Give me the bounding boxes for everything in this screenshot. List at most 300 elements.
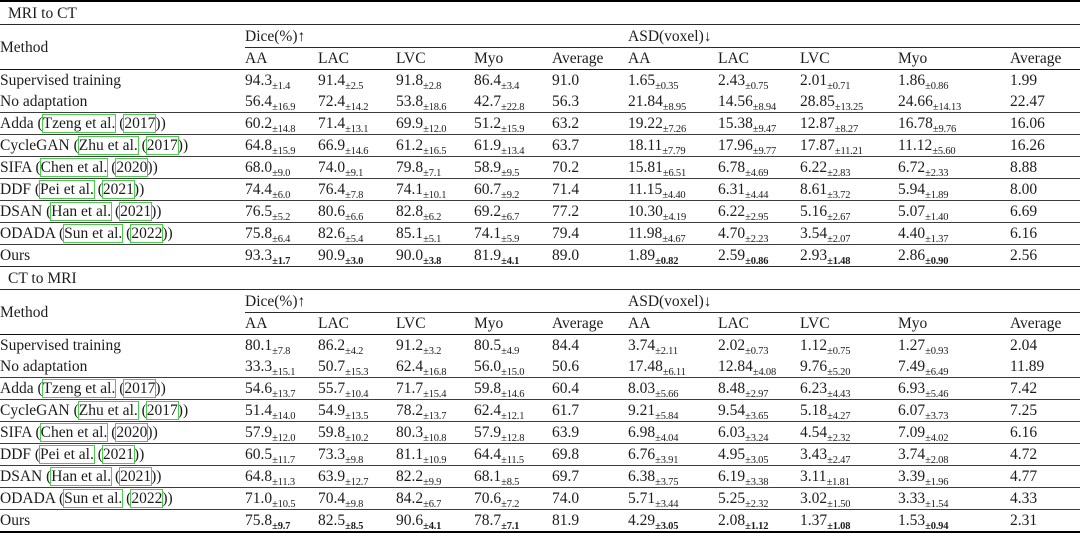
metric-value: 8.48 — [718, 380, 746, 397]
metric-cell — [898, 201, 1010, 223]
metric-cell — [800, 335, 898, 357]
citation-link[interactable]: 2017 — [146, 402, 178, 419]
metric-std: ±2.11 — [655, 346, 678, 356]
metric-value: 74.1 — [396, 181, 424, 198]
metric-cell — [718, 179, 800, 201]
metric-cell — [1010, 179, 1080, 201]
metric-cell — [396, 488, 474, 510]
metric-cell — [318, 135, 396, 157]
metric-std: ±1.7 — [272, 256, 291, 267]
metric-cell — [396, 179, 474, 201]
metric-std: ±0.86 — [745, 256, 769, 267]
metric-value: 6.93 — [898, 380, 926, 397]
metric-cell — [898, 422, 1010, 444]
metric-cell — [800, 223, 898, 245]
metric-std: ±9.5 — [501, 168, 520, 179]
metric-cell — [1010, 335, 1080, 357]
subcolumn-header: AA — [245, 48, 318, 70]
metric-std: ±3.05 — [745, 455, 769, 466]
section-title-row — [0, 267, 1080, 290]
metric-value: 76.4 — [318, 181, 346, 198]
metric-std: ±4.69 — [745, 168, 769, 179]
subcolumn-header: AA — [628, 48, 718, 70]
method-cell: No adaptation — [0, 93, 88, 110]
metric-value: 7.42 — [1010, 380, 1038, 397]
metric-cell — [318, 201, 396, 223]
metric-value: 60.2 — [245, 115, 273, 132]
metric-std: ±3.91 — [655, 455, 679, 466]
metric-value: 86.2 — [318, 337, 346, 354]
method-cell: No adaptation — [0, 358, 88, 375]
method-cell: Adda (Tzeng et al. (2017)) — [0, 113, 245, 135]
metric-std: ±4.67 — [662, 234, 686, 245]
metric-cell — [245, 488, 318, 510]
metric-std: ±5.2 — [272, 212, 291, 223]
metric-value: 2.08 — [718, 512, 746, 529]
metric-std: ±1.08 — [827, 521, 851, 532]
metric-cell — [898, 488, 1010, 510]
metric-std: ±12.0 — [272, 433, 296, 444]
metric-cell — [628, 400, 718, 422]
metric-std: ±13.7 — [272, 389, 296, 400]
metric-cell — [1010, 510, 1080, 533]
metric-cell — [396, 201, 474, 223]
metric-value: 2.56 — [1010, 247, 1038, 264]
citation-link[interactable]: 2017 — [124, 380, 156, 397]
metric-cell — [800, 356, 898, 378]
metric-std: ±7.26 — [662, 124, 687, 135]
metric-value: 57.9 — [474, 424, 502, 441]
metric-value: 60.7 — [474, 181, 502, 198]
metric-cell — [245, 135, 318, 157]
metric-std: ±14.0 — [272, 411, 296, 422]
metric-std: ±10.5 — [272, 499, 296, 510]
metric-cell — [318, 378, 396, 400]
subcolumn-header: Myo — [898, 313, 1010, 335]
metric-value: 94.3 — [245, 72, 273, 89]
metric-cell — [474, 335, 552, 357]
metric-cell — [628, 70, 718, 92]
metric-value: 76.5 — [245, 203, 273, 220]
metric-cell — [245, 378, 318, 400]
subcolumn-header: LAC — [318, 48, 396, 70]
metric-std: ±4.40 — [662, 190, 686, 201]
metric-value: 17.96 — [718, 137, 753, 154]
metric-cell — [396, 113, 474, 135]
metric-value: 74.1 — [474, 225, 502, 242]
metric-std: ±9.1 — [345, 168, 364, 179]
metric-cell — [318, 245, 396, 267]
metric-value: 1.86 — [898, 72, 926, 89]
subcolumn-header: Average — [552, 48, 628, 70]
metric-cell — [396, 422, 474, 444]
method-cell: Supervised training — [0, 72, 121, 89]
metric-value: 16.26 — [1010, 137, 1045, 154]
metric-value: 16.78 — [898, 115, 933, 132]
metric-cell — [718, 201, 800, 223]
citation-link[interactable]: 2020 — [116, 424, 148, 441]
metric-cell — [628, 422, 718, 444]
citation-link[interactable]: 2021 — [120, 203, 152, 220]
metric-value: 12.84 — [718, 358, 753, 375]
metric-std: ±4.19 — [662, 212, 687, 223]
subcolumn-header: LVC — [396, 48, 474, 70]
metric-value: 56.0 — [474, 358, 502, 375]
citation-link[interactable]: Sun et al. — [64, 490, 123, 507]
metric-value: 6.72 — [898, 159, 926, 176]
table-row — [0, 70, 1080, 92]
citation-link[interactable]: 2021 — [102, 181, 134, 198]
table-row — [0, 135, 1080, 157]
metric-cell — [1010, 113, 1080, 135]
metric-cell — [245, 510, 318, 533]
citation-link[interactable]: Tzeng et al. — [42, 115, 116, 132]
citation-link[interactable]: 2022 — [131, 490, 163, 507]
metric-cell — [800, 422, 898, 444]
metric-std: ±10.8 — [423, 433, 447, 444]
metric-value: 91.2 — [396, 337, 424, 354]
metric-value: 6.22 — [718, 203, 746, 220]
metric-std: ±0.75 — [827, 346, 851, 356]
metric-cell — [718, 245, 800, 267]
metric-std: ±3.8 — [423, 256, 442, 267]
metric-value: 68.1 — [474, 468, 502, 485]
metric-cell — [628, 510, 718, 533]
metric-value: 79.8 — [396, 159, 424, 176]
metric-cell — [1010, 422, 1080, 444]
metric-std: ±15.1 — [272, 367, 296, 378]
metric-std: ±12.1 — [501, 411, 525, 422]
metric-value: 78.2 — [396, 402, 424, 419]
metric-cell — [318, 444, 396, 466]
metric-cell — [396, 157, 474, 179]
metric-value: 11.89 — [1010, 358, 1045, 375]
metric-std: ±8.95 — [662, 102, 687, 113]
metric-value: 82.8 — [396, 203, 424, 220]
metric-value: 69.7 — [552, 468, 580, 485]
method-cell: CycleGAN (Zhu et al. (2017)) — [0, 400, 245, 422]
metric-cell — [628, 356, 718, 378]
metric-value: 90.0 — [396, 247, 424, 264]
metric-std: ±6.4 — [272, 234, 291, 245]
metric-std: ±9.76 — [932, 124, 957, 135]
citation-link[interactable]: 2020 — [116, 159, 148, 176]
metric-cell — [628, 113, 718, 135]
citation-link[interactable]: Chen et al. — [40, 424, 108, 441]
metric-cell — [318, 113, 396, 135]
metric-cell — [1010, 70, 1080, 92]
metric-value: 4.54 — [800, 424, 828, 441]
results-table-ct-to-mri — [0, 267, 1080, 533]
table-row — [0, 179, 1080, 201]
metric-cell — [552, 245, 628, 267]
citation-link[interactable]: Han et al. — [51, 203, 112, 220]
citation-link[interactable]: Zhu et al. — [78, 137, 138, 154]
metric-std: ±3.0 — [345, 256, 364, 267]
metric-value: 6.76 — [628, 446, 656, 463]
metric-value: 14.56 — [718, 93, 753, 110]
metric-value: 91.0 — [552, 72, 580, 89]
metric-value: 50.7 — [318, 358, 346, 375]
metric-value: 1.12 — [800, 337, 828, 354]
metric-value: 17.48 — [628, 358, 663, 375]
metric-value: 5.94 — [898, 181, 926, 198]
metric-value: 80.1 — [245, 337, 273, 354]
citation-link[interactable]: 2021 — [102, 446, 134, 463]
metric-value: 4.77 — [1010, 468, 1038, 485]
metric-std: ±5.4 — [345, 234, 364, 245]
metric-value: 2.04 — [1010, 337, 1038, 354]
metric-cell — [552, 223, 628, 245]
metric-cell — [898, 113, 1010, 135]
metric-value: 56.3 — [552, 93, 580, 110]
dice-group-header: Dice(%)↑ — [245, 25, 628, 48]
method-cell: ODADA (Sun et al. (2022)) — [0, 223, 245, 245]
metric-cell — [245, 179, 318, 201]
citation-link[interactable]: 2017 — [124, 115, 156, 132]
metric-cell — [718, 422, 800, 444]
metric-cell — [552, 135, 628, 157]
metric-cell — [718, 70, 800, 92]
metric-cell — [1010, 135, 1080, 157]
metric-value: 19.22 — [628, 115, 663, 132]
metric-cell — [318, 466, 396, 488]
metric-value: 80.5 — [474, 337, 502, 354]
metric-cell — [718, 378, 800, 400]
metric-std: ±2.32 — [827, 433, 851, 444]
metric-value: 84.4 — [552, 337, 580, 354]
metric-std: ±3.38 — [745, 477, 769, 488]
metric-std: ±11.7 — [272, 455, 295, 466]
metric-value: 69.2 — [474, 203, 502, 220]
metric-std: ±6.51 — [662, 168, 687, 179]
metric-cell — [245, 444, 318, 466]
citation-link[interactable]: Pei et al. — [40, 446, 94, 463]
metric-std: ±7.8 — [345, 190, 364, 201]
citation-link[interactable]: Chen et al. — [40, 159, 108, 176]
metric-cell — [898, 400, 1010, 422]
metric-value: 6.38 — [628, 468, 656, 485]
metric-cell — [800, 245, 898, 267]
metric-std: ±3.75 — [655, 477, 679, 488]
metric-value: 61.2 — [396, 137, 424, 154]
metric-std: ±2.47 — [827, 455, 851, 466]
metric-value: 70.4 — [318, 490, 346, 507]
metric-std: ±6.6 — [345, 212, 364, 223]
metric-value: 3.54 — [800, 225, 828, 242]
metric-cell — [318, 488, 396, 510]
metric-std: ±9.47 — [752, 124, 777, 135]
metric-cell — [552, 400, 628, 422]
metric-cell — [718, 335, 800, 357]
metric-cell — [552, 91, 628, 113]
metric-cell — [1010, 444, 1080, 466]
metric-std: ±5.9 — [501, 234, 520, 245]
metric-value: 3.02 — [800, 490, 828, 507]
method-cell: SIFA (Chen et al. (2020)) — [0, 422, 245, 444]
table-row — [0, 113, 1080, 135]
metric-cell — [396, 223, 474, 245]
metric-value: 91.4 — [318, 72, 346, 89]
table-row — [0, 510, 1080, 533]
metric-value: 81.9 — [474, 247, 502, 264]
metric-std: ±13.4 — [501, 146, 525, 157]
metric-value: 63.9 — [318, 468, 346, 485]
metric-cell — [800, 444, 898, 466]
metric-cell — [474, 157, 552, 179]
metric-std: ±2.8 — [423, 81, 442, 91]
metric-value: 58.9 — [474, 159, 502, 176]
metric-cell — [898, 223, 1010, 245]
metric-std: ±3.2 — [423, 346, 442, 356]
metric-cell — [628, 466, 718, 488]
metric-cell — [396, 400, 474, 422]
metric-value: 2.59 — [718, 247, 746, 264]
metric-cell — [718, 157, 800, 179]
table-row — [0, 335, 1080, 357]
metric-value: 15.81 — [628, 159, 663, 176]
metric-std: ±5.46 — [925, 389, 949, 400]
metric-cell — [898, 245, 1010, 267]
metric-cell — [396, 91, 474, 113]
method-cell: DSAN (Han et al. (2021)) — [0, 466, 245, 488]
metric-std: ±3.05 — [655, 521, 679, 532]
metric-cell — [474, 356, 552, 378]
metric-value: 53.8 — [396, 93, 424, 110]
metric-cell — [474, 422, 552, 444]
metric-cell — [800, 466, 898, 488]
metric-cell — [898, 335, 1010, 357]
metric-value: 6.78 — [718, 159, 746, 176]
metric-value: 71.7 — [396, 380, 424, 397]
metric-value: 10.30 — [628, 203, 663, 220]
metric-std: ±6.7 — [501, 212, 520, 223]
method-cell: CycleGAN (Zhu et al. (2017)) — [0, 135, 245, 157]
citation-link[interactable]: Pei et al. — [40, 181, 94, 198]
metric-value: 6.23 — [800, 380, 828, 397]
metric-value: 1.27 — [898, 337, 926, 354]
metric-value: 55.7 — [318, 380, 346, 397]
metric-std: ±7.79 — [662, 146, 686, 157]
metric-value: 2.86 — [898, 247, 926, 264]
metric-value: 5.71 — [628, 490, 656, 507]
metric-cell — [396, 245, 474, 267]
metric-std: ±5.1 — [423, 234, 442, 245]
metric-std: ±1.12 — [745, 521, 769, 532]
metric-cell — [628, 179, 718, 201]
metric-cell — [718, 91, 800, 113]
metric-std: ±9.2 — [501, 190, 520, 201]
metric-cell — [800, 510, 898, 533]
metric-value: 3.74 — [628, 337, 656, 354]
metric-value: 3.11 — [800, 468, 827, 485]
metric-std: ±2.97 — [745, 389, 769, 400]
metric-cell — [800, 91, 898, 113]
metric-value: 24.66 — [898, 93, 933, 110]
metric-std: ±4.9 — [501, 346, 520, 356]
metric-value: 61.7 — [552, 402, 580, 419]
metric-cell — [245, 356, 318, 378]
metric-value: 62.4 — [474, 402, 502, 419]
metric-std: ±11.5 — [501, 455, 524, 466]
metric-cell — [474, 378, 552, 400]
metric-cell — [898, 444, 1010, 466]
dice-group-header: Dice(%)↑ — [245, 290, 628, 313]
method-cell: Adda (Tzeng et al. (2017)) — [0, 378, 245, 400]
metric-std: ±8.27 — [834, 124, 859, 135]
metric-value: 11.12 — [898, 137, 933, 154]
citation-link[interactable]: Sun et al. — [64, 225, 123, 242]
subcolumn-header: LVC — [800, 313, 898, 335]
metric-std: ±9.8 — [345, 499, 364, 510]
metric-value: 9.54 — [718, 402, 746, 419]
metric-value: 71.4 — [552, 181, 580, 198]
metric-std: ±10.9 — [423, 455, 447, 466]
table-row — [0, 245, 1080, 267]
metric-std: ±0.82 — [655, 256, 679, 267]
metric-std: ±3.65 — [745, 411, 769, 422]
metric-std: ±8.94 — [752, 102, 777, 113]
metric-cell — [245, 335, 318, 357]
metric-std: ±4.1 — [423, 521, 442, 532]
metric-std: ±7.1 — [501, 521, 520, 532]
metric-value: 6.19 — [718, 468, 746, 485]
metric-value: 3.39 — [898, 468, 926, 485]
citation-link[interactable]: 2017 — [146, 137, 178, 154]
metric-std: ±2.32 — [745, 499, 769, 510]
citation-link[interactable]: 2022 — [131, 225, 163, 242]
metric-std: ±1.4 — [272, 81, 291, 91]
metric-std: ±16.8 — [423, 367, 447, 378]
metric-cell — [628, 157, 718, 179]
metric-cell — [552, 157, 628, 179]
table-row — [0, 378, 1080, 400]
metric-cell — [1010, 157, 1080, 179]
metric-cell — [718, 356, 800, 378]
metric-std: ±16.5 — [423, 146, 447, 157]
metric-value: 6.07 — [898, 402, 926, 419]
metric-value: 54.9 — [318, 402, 346, 419]
metric-value: 75.8 — [245, 512, 273, 529]
metric-value: 2.31 — [1010, 512, 1038, 529]
metric-std: ±3.72 — [827, 190, 851, 201]
table-row — [0, 488, 1080, 510]
metric-cell — [245, 201, 318, 223]
metric-value: 64.8 — [245, 468, 273, 485]
metric-value: 7.49 — [898, 358, 926, 375]
metric-value: 4.70 — [718, 225, 746, 242]
metric-cell — [552, 70, 628, 92]
citation-link[interactable]: 2021 — [120, 468, 152, 485]
metric-cell — [474, 70, 552, 92]
metric-std: ±4.2 — [345, 346, 364, 356]
method-column-header: Method — [0, 25, 245, 70]
citation-link[interactable]: Tzeng et al. — [42, 380, 116, 397]
subcolumn-header: Average — [1010, 313, 1080, 335]
metric-cell — [396, 444, 474, 466]
metric-value: 2.43 — [718, 72, 746, 89]
metric-std: ±4.04 — [655, 433, 679, 444]
subcolumn-header: LAC — [718, 48, 800, 70]
metric-cell — [552, 356, 628, 378]
method-cell: Ours — [0, 510, 245, 533]
metric-value: 82.2 — [396, 468, 424, 485]
metric-value: 1.53 — [898, 512, 926, 529]
metric-std: ±4.02 — [925, 433, 949, 444]
citation-link[interactable]: Han et al. — [51, 468, 112, 485]
citation-link[interactable]: Zhu et al. — [78, 402, 138, 419]
metric-std: ±11.21 — [834, 146, 863, 157]
